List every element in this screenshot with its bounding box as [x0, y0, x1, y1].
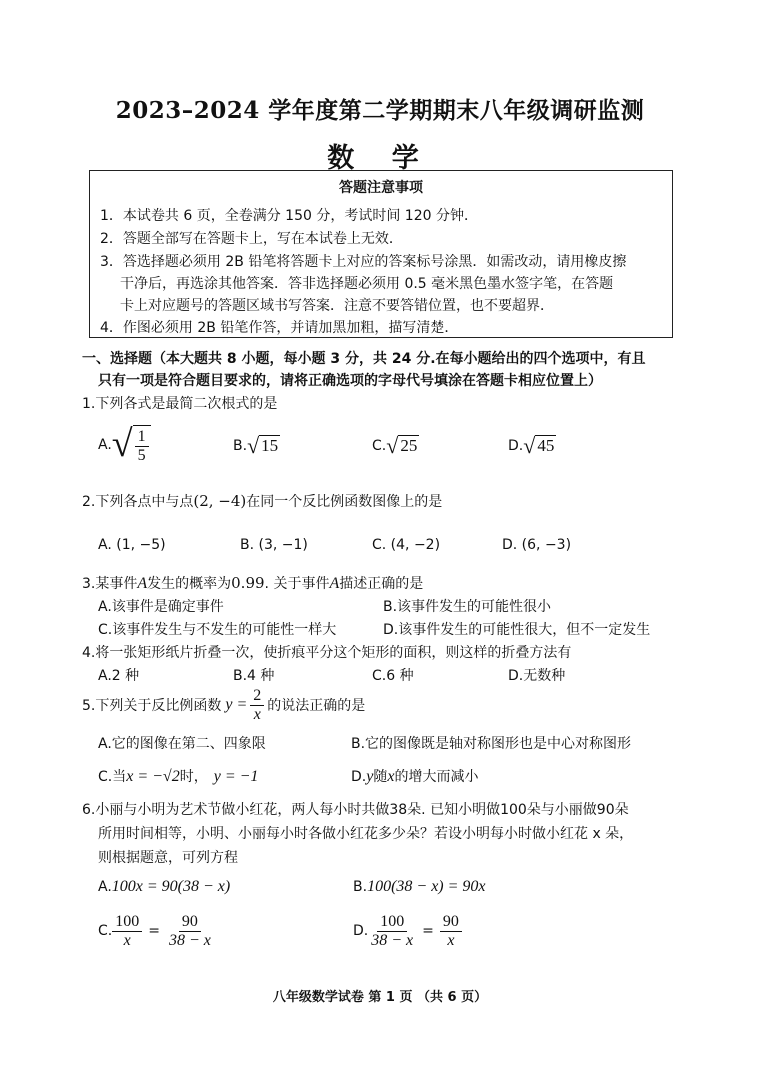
point-coordinate: (2, −4)	[193, 492, 247, 510]
numerator: 100	[377, 913, 407, 932]
q1-option-c: C. √ 25	[372, 433, 418, 458]
event-variable: A	[137, 575, 148, 592]
notice-title: 答题注意事项	[339, 180, 423, 196]
math-variable: x	[387, 768, 395, 785]
option-label: A.	[98, 436, 112, 453]
q4-stem: 4.将一张矩形纸片折叠一次，使折痕平分这个矩形的面积，则这样的折叠方法有	[82, 645, 572, 661]
q4-option-c: C.6 种	[372, 668, 414, 684]
equation: 100x = 90(38 − x)	[111, 878, 231, 895]
option-text: 时，	[179, 769, 208, 785]
q3-option-c: C.该事件发生与不发生的可能性一样大	[98, 622, 337, 638]
q3-option-d: D.该事件发生的可能性很大，但不一定发生	[383, 622, 651, 638]
q6-option-d	[353, 913, 462, 949]
numerator: 2	[250, 687, 264, 706]
numerator: 100	[112, 913, 142, 932]
numerator: 90	[440, 913, 462, 932]
option-label: C.	[98, 923, 113, 940]
q6-option-b	[353, 878, 486, 896]
option-text: 随	[373, 769, 388, 785]
q1-stem: 1.下列各式是最简二次根式的是	[82, 396, 278, 412]
q2-option-b: B. (3, −1)	[240, 537, 308, 553]
option-label: B.	[353, 879, 368, 895]
denominator: x	[253, 705, 261, 723]
option-text: 的增大而减小	[394, 769, 479, 785]
q4-option-a: A.2 种	[98, 668, 140, 684]
q2-stem	[82, 491, 442, 511]
q3-option-b: B.该事件发生的可能性很小	[383, 599, 552, 615]
notice-item: 4．作图必须用 2B 铅笔作答，并请加黑加粗，描写清楚．	[100, 320, 459, 336]
q2-option-a: A. (1, −5)	[98, 537, 166, 553]
q4-option-d: D.无数种	[508, 668, 566, 684]
radicand: 15	[261, 436, 279, 455]
denominator: 38 − x	[371, 931, 414, 949]
q5-option-c	[98, 766, 258, 786]
q2-stem-text: 在同一个反比例函数图像上的是	[246, 494, 443, 510]
math-expression: x = −√2	[126, 768, 180, 785]
equation: 100(38 − x) = 90x	[367, 878, 486, 895]
q5-option-b: B.它的图像既是轴对称图形也是中心对称图形	[351, 736, 632, 752]
q6-stem-line2: 所用时间相等，小明、小丽每小时各做小红花多少朵？若设小明每小时做小红花 x 朵，	[98, 826, 634, 842]
radicand: 25	[400, 436, 418, 455]
option-label: A.	[98, 879, 112, 895]
q3-stem-text: 发生的概率为	[147, 576, 232, 592]
q2-stem-text: 2.下列各点中与点	[82, 494, 194, 510]
section-heading: 一、选择题（本大题共 8 小题，每小题 3 分，共 24 分.在每小题给出的四个选项中，有且	[82, 351, 646, 367]
equals-sign: =	[148, 923, 160, 940]
option-label: D.	[351, 769, 367, 785]
notice-box	[89, 170, 673, 338]
notice-item: 干净后，再选涂其他答案．答非选择题必须用 0.5 毫米黑色墨水签字笔，在答题	[120, 276, 614, 292]
page-footer: 八年级数学试卷 第 1 页 （共 6 页）	[272, 990, 488, 1005]
q3-option-a: A.该事件是确定事件	[98, 599, 224, 615]
q2-option-c: C. (4, −2)	[372, 537, 441, 553]
section-heading-cont: 只有一项是符合题目要求的，请将正确选项的字母代号填涂在答题卡相应位置上）	[98, 373, 602, 389]
notice-item: 2．答题全部写在答题卡上，写在本试卷上无效．	[100, 231, 403, 247]
numerator: 1	[135, 428, 149, 447]
option-text: C.当	[98, 769, 127, 785]
math-variable: y	[366, 768, 374, 785]
probability-value: 0.99	[231, 574, 265, 592]
q6-stem-line1: 6.小丽与小明为艺术节做小红花，两人每小时共做38朵. 已知小明做100朵与小丽做90朵	[82, 802, 629, 818]
q1-option-a	[98, 425, 151, 464]
option-label: D.	[508, 438, 524, 454]
option-label: C.	[372, 438, 387, 454]
numerator: 90	[179, 913, 201, 932]
subject-title: 数 学	[327, 143, 433, 174]
option-label: B.	[233, 438, 248, 454]
q4-option-b: B.4 种	[233, 668, 275, 684]
event-variable: A	[329, 575, 340, 592]
math-expression: y = −1	[213, 768, 259, 785]
sqrt-expression: √ $\frac{1}{5}$	[112, 425, 151, 464]
q5-option-d	[351, 766, 478, 786]
denominator: 38 − x	[168, 931, 211, 949]
notice-item: 卡上对应题号的答题区域书写答案．注意不要答错位置，也不要超界．	[120, 298, 554, 314]
radicand: 45	[537, 436, 555, 455]
q3-stem-text: 3.某事件	[82, 576, 138, 592]
q6-option-c	[98, 913, 214, 949]
q5-stem-text: 5.下列关于反比例函数	[82, 698, 222, 715]
notice-item: 3．答选择题必须用 2B 铅笔将答题卡上对应的答案标号涂黑．如需改动，请用橡皮擦	[100, 254, 627, 270]
q1-option-b: B. √ 15	[233, 433, 279, 458]
denominator: x	[123, 931, 131, 949]
function-lhs: y =	[225, 696, 248, 714]
q5-stem	[82, 687, 365, 723]
option-label: D.	[353, 923, 369, 940]
q2-option-d: D. (6, −3)	[502, 537, 572, 553]
q6-option-a	[98, 878, 230, 896]
q5-stem-text: 的说法正确的是	[267, 698, 366, 715]
q5-option-a: A.它的图像在第二、四象限	[98, 736, 266, 752]
q3-stem	[82, 573, 423, 593]
q1-option-d: D. √ 45	[508, 433, 555, 458]
q3-stem-text: . 关于事件	[264, 576, 330, 592]
q3-stem-text: 描述正确的是	[339, 576, 424, 592]
q6-stem-line3: 则根据题意，可列方程	[98, 850, 238, 866]
exam-title: 2023–2024 学年度第二学期期末八年级调研监测	[115, 97, 645, 124]
denominator: x	[447, 931, 455, 949]
equals-sign: =	[422, 923, 434, 940]
denominator: 5	[137, 446, 146, 464]
notice-item: 1．本试卷共 6 页，全卷满分 150 分，考试时间 120 分钟．	[100, 208, 478, 224]
